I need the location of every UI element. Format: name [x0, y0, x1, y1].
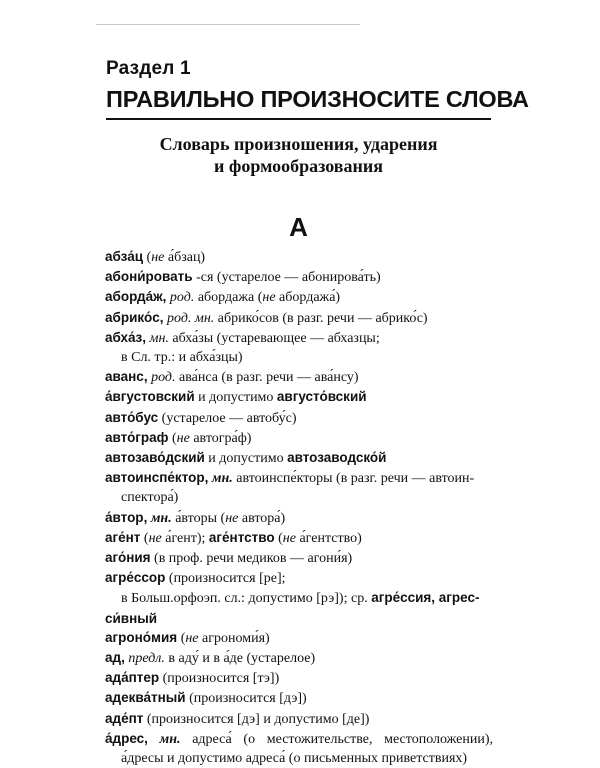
headword: а́дрес [105, 730, 145, 746]
entry-text: ( [274, 530, 283, 546]
entry-continuation: спектора́) [121, 490, 179, 506]
dictionary-entry [105, 628, 493, 648]
entry-note: не [282, 530, 296, 546]
entry-note: не [148, 530, 162, 546]
entry-continuation: а́дресы и допустимо адреса́ (о письменных приветствиях) [121, 751, 468, 767]
entry-text: (в проф. речи медиков — агони́я) [150, 551, 353, 567]
dictionary-entry: абха́з, мн. абха́зы (устаревающее — абхазцы; в Сл. тр.: и абха́зцы) [105, 328, 493, 367]
entry-text: (произносится [дэ]) [185, 691, 307, 707]
entry-note: не [151, 250, 165, 265]
headword: ада́птер [105, 670, 160, 686]
dictionary-entry [105, 448, 493, 468]
top-rule [96, 24, 360, 25]
entry-text: ( [140, 530, 149, 546]
entry-continuation [105, 588, 493, 608]
headword: абони́ровать [105, 269, 193, 285]
headword: абордáж [105, 289, 163, 305]
entry-text: и допустимо [204, 451, 288, 467]
entry-text: (произносится [тэ]) [159, 671, 280, 687]
entry-continuation: в Сл. тр.: и абха́зцы) [121, 350, 243, 366]
headword: автозаво́дский [105, 450, 205, 466]
headword: автоинспе́ктор [105, 470, 205, 486]
entry-text: -ся (устарелое — абонирова́ть) [192, 270, 381, 286]
entry-text: агрономи́я) [198, 630, 270, 646]
letter-heading: А [289, 212, 308, 242]
dictionary-entry: а́втор, мн. а́вторы (не автора́) [105, 509, 286, 526]
entry-text: в аду́ и в а́де (устарелое) [164, 651, 316, 667]
entry-note: не [185, 630, 199, 646]
entry-note: не [262, 290, 276, 306]
dictionary-entry [105, 668, 493, 688]
entry-text: автора́) [238, 510, 286, 526]
dictionary-entry: аванс, род. ава́нса (в разг. речи — ава́нсу) [105, 369, 359, 386]
dictionary-entry: автоинспе́ктор, мн. автоинспе́кторы (в разг. речи — автоин- спектора́) [105, 468, 493, 507]
title-rule [106, 118, 491, 120]
headword: аванс [105, 369, 144, 385]
grammar-label: предл. [128, 651, 165, 667]
headword: аго́ния [105, 550, 151, 566]
entry-text: адреса́ (о местожительстве, местоположении), [180, 731, 493, 747]
dictionary-entry: ад, предл. в аду́ и в а́де (устарелое) [105, 650, 316, 667]
headword: ад [105, 650, 122, 666]
entry-text: абордажа́) [275, 290, 341, 306]
subtitle-line-1: Словарь произношения, ударения [159, 134, 438, 154]
dictionary-entry [105, 267, 493, 287]
grammar-label: род. мн. [167, 310, 215, 326]
entry-text: и допустимо [194, 390, 277, 406]
dictionary-entry [105, 428, 493, 448]
headword-variant: автозаводско́й [287, 450, 387, 466]
entry-text: ( [177, 630, 186, 646]
entry-text: абха́зы (устаревающее — абхазцы; [168, 330, 380, 346]
headword: абха́з [105, 329, 143, 345]
headword: абрико́с [105, 309, 160, 325]
entry-text: абордажа ( [194, 290, 263, 306]
dictionary-entry: абордáж, род. абордажа (не абордажа́) [105, 289, 341, 306]
dictionary-entry [105, 568, 493, 628]
dictionary-entry [105, 548, 493, 568]
grammar-label: род. [169, 290, 195, 306]
dictionary-entries [105, 247, 493, 768]
entry-text: в Больш.орфоэп. сл.: допустимо [рэ]); ср. [121, 591, 372, 607]
dictionary-entry [105, 729, 493, 768]
entry-text: а́гент); [161, 530, 209, 546]
dictionary-subtitle [106, 133, 491, 177]
grammar-label: мн. [159, 731, 181, 747]
section-title: ПРАВИЛЬНО ПРОИЗНОСИТЕ СЛОВА [106, 86, 529, 112]
grammar-label: мн. [149, 330, 169, 346]
entry-text: а́гентство) [295, 530, 362, 546]
entry-text: (произносится [дэ] и допустимо [де]) [143, 711, 370, 727]
headword: авто́бус [105, 409, 159, 425]
entry-text: ( [143, 250, 152, 265]
entry-note: не [176, 430, 190, 446]
headword: абза́ц [105, 249, 144, 264]
headword: авто́граф [105, 429, 169, 445]
dictionary-entry [105, 528, 493, 548]
entry-text: ава́нса (в разг. речи — ава́нсу) [175, 370, 359, 386]
headword: аде́пт [105, 710, 144, 726]
headword-variant: агре́ссия, агрес- [371, 590, 480, 606]
headword-variant: августо́вский [276, 389, 367, 405]
headword: аге́нт [105, 529, 141, 545]
headword: а́втор [105, 509, 144, 525]
section-label: Раздел 1 [106, 58, 191, 79]
entry-text: автоинспе́кторы (в разг. речи — автоин- [232, 471, 475, 487]
entry-first-line: а́дрес, мн. адреса́ (о местожительстве, местоположении), [105, 730, 493, 747]
dictionary-entry: абрико́с, род. мн. абрико́сов (в разг. речи — абрико́с) [105, 309, 428, 326]
grammar-label: род. [151, 370, 176, 386]
headword: агре́ссор [105, 570, 166, 586]
entry-note: не [225, 510, 239, 526]
dictionary-entry [105, 247, 493, 267]
headword: адеква́тный [105, 690, 186, 706]
entry-text: автогра́ф) [189, 430, 252, 446]
entry-text: а́бзац) [164, 250, 206, 265]
entry-text: а́вторы ( [171, 510, 226, 526]
entry-continuation: си́вный [105, 610, 158, 626]
entry-text: (устарелое — автобу́с) [158, 410, 297, 426]
subtitle-line-2: и формообразования [214, 156, 383, 176]
headword: а́вгустовский [105, 389, 195, 405]
entry-text: ( [168, 430, 177, 446]
entry-text: абрико́сов (в разг. речи — абрико́с) [214, 310, 428, 326]
headword-variant: аге́нтство [208, 529, 275, 545]
dictionary-entry [105, 688, 493, 708]
grammar-label: мн. [211, 471, 233, 487]
dictionary-entry [105, 387, 493, 407]
dictionary-entry [105, 408, 493, 428]
headword: агроно́мия [105, 629, 178, 645]
dictionary-entry [105, 709, 493, 729]
entry-text: (произносится [ре]; [165, 571, 286, 587]
grammar-label: мн. [150, 510, 172, 526]
